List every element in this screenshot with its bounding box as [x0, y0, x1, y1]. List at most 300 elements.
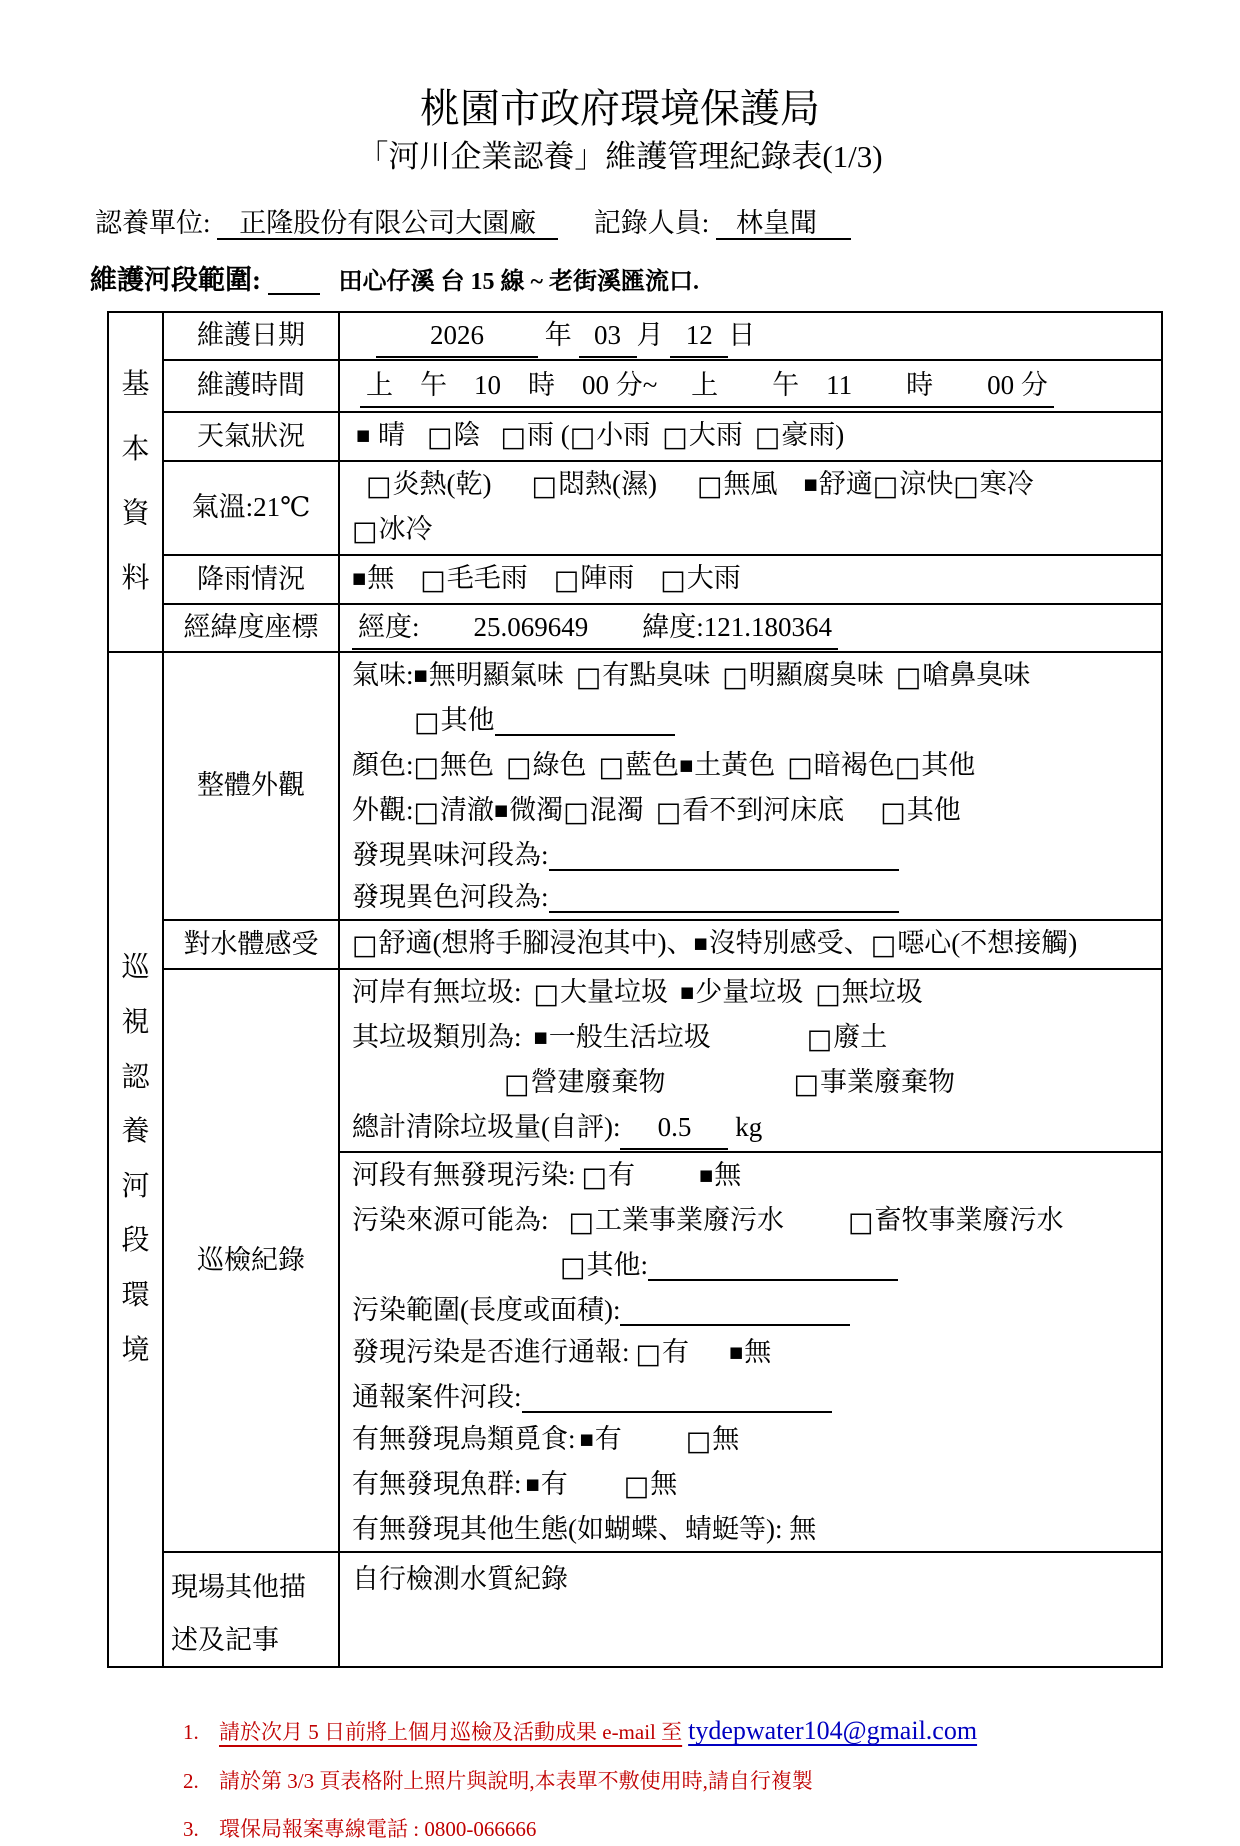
checkbox-unchecked-icon: □ [754, 422, 781, 454]
form-field-value[interactable]: 經度: 25.069649 緯度:121.180364 [352, 606, 838, 650]
option-label: 晴 [371, 420, 405, 451]
checkbox-unchecked-icon: □ [352, 930, 378, 962]
row-label: 維護時間 [164, 361, 340, 411]
field-label: 自行檢測水質紀錄 [352, 1564, 568, 1595]
field-label: 日 [728, 320, 756, 351]
checkbox-option[interactable] [636, 1331, 690, 1376]
option-label: 其他 [906, 795, 961, 826]
checkbox-unchecked-icon: □ [685, 1426, 712, 1458]
checkbox-checked-icon: ■ [352, 569, 367, 588]
checkbox-option[interactable] [807, 1016, 888, 1061]
checkbox-unchecked-icon: □ [848, 1207, 874, 1239]
checkbox-unchecked-icon: □ [894, 752, 921, 784]
option-label: 無風 [723, 469, 778, 500]
content-line [352, 1244, 1153, 1289]
field-label: 有無發現鳥類覓食: [352, 1424, 576, 1455]
checkbox-unchecked-icon: □ [366, 471, 392, 503]
checkbox-unchecked-icon: □ [413, 797, 440, 829]
field-label: 發現異味河段為: [352, 840, 549, 871]
option-label: 少量垃圾 [695, 977, 804, 1008]
field-label: 顏色: [352, 750, 414, 781]
row-content [340, 413, 1161, 460]
checkbox-option[interactable] [580, 1418, 622, 1460]
form-field-value[interactable]: 0.5 [620, 1106, 728, 1150]
group-label: 巡視認養河段環境 [121, 952, 150, 1366]
content-line [352, 1331, 1153, 1376]
option-label: 舒適 [818, 469, 873, 500]
checkbox-option[interactable] [895, 744, 976, 789]
option-label: 工業事業廢污水 [595, 1205, 785, 1236]
checkbox-unchecked-icon: □ [697, 471, 723, 503]
group-rows [164, 653, 1161, 1666]
row-label: 現場其他描述及記事 [164, 1553, 340, 1666]
row-content [340, 462, 1161, 554]
option-label: 豪雨 [781, 420, 836, 451]
option-label: 嗆鼻臭味 [922, 660, 1031, 691]
blank-field[interactable] [268, 266, 320, 295]
checkbox-option[interactable] [848, 1199, 1064, 1244]
note-item-3 [183, 1814, 1240, 1846]
checkbox-option[interactable] [697, 463, 778, 508]
checkbox-option[interactable] [787, 744, 895, 789]
field-label: 河岸有無垃圾: [352, 977, 522, 1008]
checkbox-unchecked-icon: □ [598, 752, 625, 784]
checkbox-option[interactable] [414, 699, 495, 744]
checkbox-unchecked-icon: □ [635, 1339, 662, 1371]
group-label: 基本資料 [121, 369, 150, 594]
checkbox-unchecked-icon: □ [500, 422, 526, 454]
checkbox-option[interactable] [560, 1244, 648, 1289]
field-label: ) [835, 420, 845, 451]
blank-field[interactable] [549, 842, 899, 871]
checkbox-checked-icon: ■ [680, 983, 695, 1002]
content-line [352, 463, 1153, 508]
checkbox-unchecked-icon: □ [660, 565, 686, 597]
checkbox-option[interactable] [599, 744, 680, 789]
checkbox-unchecked-icon: □ [623, 1471, 650, 1503]
row-label: 巡檢紀錄 [164, 970, 340, 1551]
option-label: 無垃圾 [841, 977, 923, 1008]
checkbox-option[interactable] [656, 789, 845, 834]
option-label: 有 [594, 1424, 622, 1455]
checkbox-option[interactable] [427, 414, 481, 459]
content-section [352, 921, 1153, 968]
content-line [352, 1289, 1153, 1331]
row-content [340, 970, 1161, 1551]
content-line [352, 557, 1153, 602]
option-label: 無 [367, 563, 395, 594]
river-range-value: 田心仔溪 台 15 線 ~ 老街溪匯流口. [338, 269, 699, 296]
form-field-value[interactable]: 2026 [376, 314, 538, 358]
checkbox-unchecked-icon: □ [553, 565, 580, 597]
checkbox-option[interactable] [694, 922, 844, 964]
content-line [352, 834, 1153, 876]
group-label-cell [109, 653, 164, 1666]
checkbox-option[interactable] [352, 557, 394, 599]
checkbox-checked-icon: ■ [679, 756, 694, 775]
field-label: 外觀: [352, 795, 414, 826]
page-subtitle: 「河川企業認養」維護管理紀錄表(1/3) [357, 139, 883, 174]
adopt-unit-field[interactable]: 正隆股份有限公司大園廠 [217, 208, 558, 240]
checkbox-unchecked-icon: □ [793, 1069, 820, 1101]
note-text: 請於第 3/3 頁表格附上照片與說明,本表單不敷使用時,請自行複製 [219, 1768, 813, 1793]
checkbox-option[interactable] [873, 463, 954, 508]
checkbox-unchecked-icon: □ [413, 752, 440, 784]
option-label: 無 [744, 1337, 772, 1368]
field-label: 污染來源可能為: [352, 1205, 549, 1236]
field-label: 有無發現其他生態(如蝴蝶、蜻蜓等): [352, 1514, 790, 1545]
field-label: ( [553, 420, 570, 451]
river-range-label: 維護河段範圍: [90, 265, 261, 296]
content-section [352, 363, 1153, 409]
content-line [352, 1061, 1161, 1106]
email-link[interactable]: tydepwater104@gmail.com [688, 1716, 978, 1746]
option-label: 有點臭味 [602, 660, 711, 691]
note-text: 環保局報案專線電話 : 0800-066666 [219, 1817, 537, 1842]
option-label: 有 [608, 1160, 636, 1191]
field-label: 發現污染是否進行通報: [352, 1337, 630, 1368]
checkbox-option[interactable] [532, 463, 658, 508]
row-content [340, 1553, 1161, 1666]
field-label: 污染範圍(長度或面積): [352, 1295, 621, 1326]
checkbox-option[interactable] [494, 789, 563, 831]
option-label: 炎熱(乾) [392, 469, 492, 500]
checkbox-option[interactable] [534, 971, 669, 1016]
footer-notes [183, 1716, 1240, 1846]
checkbox-unchecked-icon: □ [815, 979, 841, 1011]
table-row [164, 603, 1161, 651]
checkbox-unchecked-icon: □ [563, 797, 589, 829]
checkbox-checked-icon: ■ [699, 1166, 714, 1185]
checkbox-option[interactable] [356, 414, 405, 456]
checkbox-checked-icon: ■ [494, 801, 509, 820]
recorder-field[interactable]: 林皇聞 [716, 208, 851, 240]
checkbox-option[interactable] [624, 1463, 678, 1508]
option-label: 暗褐色 [813, 750, 895, 781]
field-value: 無 [789, 1514, 817, 1545]
table-row [164, 919, 1161, 968]
checkbox-unchecked-icon: □ [506, 752, 532, 784]
table-row [164, 1551, 1161, 1666]
option-label: 小雨 [596, 420, 651, 451]
field-label: 總計清除垃圾量(自評): [352, 1112, 621, 1143]
option-label: 明顯腐臭味 [748, 660, 884, 691]
option-label: 毛毛雨 [446, 563, 528, 594]
row-label: 氣溫:21℃ [164, 462, 340, 554]
row-label: 降雨情況 [164, 556, 340, 603]
checkbox-unchecked-icon: □ [872, 471, 899, 503]
option-label: 有 [662, 1337, 690, 1368]
table-row [164, 968, 1161, 1551]
content-line [352, 508, 1153, 553]
content-line [352, 414, 1153, 459]
row-content [340, 921, 1161, 968]
form-field-value[interactable]: 12 [670, 314, 728, 358]
checkbox-option[interactable] [755, 414, 836, 459]
blank-field[interactable] [522, 1384, 832, 1413]
table-group [109, 651, 1161, 1666]
checkbox-unchecked-icon: □ [504, 1069, 530, 1101]
note-number: 2. [183, 1768, 199, 1793]
checkbox-checked-icon: ■ [803, 475, 818, 494]
option-label: 大雨 [688, 420, 743, 451]
checkbox-unchecked-icon: □ [575, 662, 602, 694]
note-item-2 [183, 1766, 1240, 1798]
adopt-unit-label: 認養單位: [95, 208, 211, 239]
blank-field[interactable] [495, 707, 675, 736]
checkbox-unchecked-icon: □ [414, 707, 440, 739]
note-number: 3. [183, 1817, 199, 1842]
table-row [164, 359, 1161, 411]
option-label: 清澈 [440, 795, 495, 826]
checkbox-unchecked-icon: □ [870, 930, 897, 962]
option-label: 大雨 [686, 563, 741, 594]
checkbox-option[interactable] [563, 789, 644, 834]
content-line [352, 789, 1153, 834]
row-label: 經緯度座標 [164, 605, 340, 651]
option-label: 其他 [921, 750, 976, 781]
content-line [352, 1199, 1153, 1244]
checkbox-option[interactable] [414, 789, 495, 834]
checkbox-option[interactable] [420, 557, 528, 602]
checkbox-unchecked-icon: □ [806, 1024, 833, 1056]
header-line-river [90, 258, 1240, 297]
content-line [352, 1558, 1153, 1600]
checkbox-option[interactable] [366, 463, 492, 508]
content-line [352, 1508, 1153, 1550]
content-line [352, 699, 1153, 744]
row-label: 天氣狀況 [164, 413, 340, 460]
checkbox-unchecked-icon: □ [662, 422, 688, 454]
checkbox-checked-icon: ■ [533, 1028, 548, 1047]
option-label: 混濁 [589, 795, 644, 826]
option-label: 一般生活垃圾 [548, 1022, 711, 1053]
checkbox-checked-icon: ■ [356, 426, 371, 445]
record-form-table [107, 311, 1163, 1668]
content-line [352, 1154, 1153, 1199]
checkbox-option[interactable] [660, 557, 741, 602]
content-section [352, 413, 1153, 460]
row-content [340, 605, 1161, 651]
option-label: 寒冷 [979, 469, 1034, 500]
field-label: 、 [666, 928, 694, 959]
option-label: 無明顯氣味 [428, 660, 564, 691]
content-line [352, 1418, 1153, 1463]
checkbox-unchecked-icon: □ [581, 1162, 608, 1194]
checkbox-option[interactable] [569, 1199, 785, 1244]
checkbox-option[interactable] [794, 1061, 956, 1106]
page-title: 桃園市政府環境保護局 [420, 86, 820, 131]
field-label: 有無發現魚群: [352, 1469, 522, 1500]
note-item-1 [183, 1716, 1240, 1749]
option-label: 冰冷 [378, 514, 433, 545]
option-label: 無 [712, 1424, 740, 1455]
content-section [352, 1153, 1153, 1551]
option-label: 悶熱(濕) [558, 469, 657, 500]
checkbox-option[interactable] [506, 744, 587, 789]
content-line [352, 1016, 1161, 1061]
content-section [352, 1557, 1153, 1601]
checkbox-option[interactable] [414, 744, 495, 789]
checkbox-option[interactable] [871, 922, 1078, 967]
option-label: 其他 [440, 705, 495, 736]
checkbox-option[interactable] [534, 1016, 711, 1058]
checkbox-option[interactable] [896, 654, 1031, 699]
checkbox-option[interactable] [662, 414, 743, 459]
field-label: kg [728, 1112, 763, 1143]
checkbox-option[interactable] [414, 654, 564, 696]
checkbox-unchecked-icon: □ [531, 471, 558, 503]
checkbox-option[interactable] [554, 557, 635, 602]
option-label: 無 [650, 1469, 678, 1500]
table-row [164, 313, 1161, 359]
checkbox-option[interactable] [570, 414, 651, 459]
field-label: 河段有無發現污染: [352, 1160, 576, 1191]
checkbox-option[interactable] [504, 1061, 666, 1106]
row-content [340, 653, 1161, 919]
content-section [340, 970, 1161, 1153]
recorder-label: 記錄人員: [593, 208, 710, 239]
checkbox-option[interactable] [526, 1463, 568, 1505]
option-label: 畜牧事業廢污水 [874, 1205, 1064, 1236]
option-label: 土黃色 [694, 750, 776, 781]
field-label: 月 [636, 320, 671, 351]
content-line [352, 876, 1153, 918]
row-label: 維護日期 [164, 313, 340, 359]
form-field-value[interactable]: 03 [579, 314, 637, 358]
checkbox-unchecked-icon: □ [880, 797, 906, 829]
checkbox-unchecked-icon: □ [953, 471, 979, 503]
option-label: 綠色 [532, 750, 587, 781]
checkbox-unchecked-icon: □ [533, 979, 560, 1011]
option-label: 其他: [586, 1250, 649, 1281]
checkbox-unchecked-icon: □ [655, 797, 682, 829]
content-line [352, 971, 1161, 1016]
content-section [352, 605, 1153, 651]
field-label: 其垃圾類別為: [352, 1022, 522, 1053]
blank-field[interactable] [549, 884, 899, 913]
checkbox-unchecked-icon: □ [560, 1252, 586, 1284]
content-line [352, 922, 1153, 967]
checkbox-option[interactable] [679, 744, 775, 786]
option-label: 涼快 [899, 469, 954, 500]
checkbox-unchecked-icon: □ [787, 752, 813, 784]
checkbox-option[interactable] [880, 789, 961, 834]
row-label: 對水體感受 [164, 921, 340, 968]
option-label: 噁心(不想接觸) [897, 928, 1078, 959]
option-label: 大量垃圾 [560, 977, 669, 1008]
group-rows [164, 313, 1161, 651]
option-label: 無色 [440, 750, 495, 781]
form-field-value[interactable]: 上 午 10 時 00 分~ 上 午 11 時 00 分 [360, 364, 1054, 408]
option-label: 事業廢棄物 [820, 1067, 956, 1098]
table-row [164, 411, 1161, 460]
option-label: 陣雨 [580, 563, 635, 594]
header-line-unit [95, 201, 1240, 240]
option-label: 舒適(想將手腳浸泡其中) [378, 928, 667, 959]
option-label: 無 [714, 1160, 742, 1191]
table-row [164, 460, 1161, 554]
table-row [164, 554, 1161, 603]
content-section [352, 556, 1153, 603]
field-label: 氣味: [352, 660, 414, 691]
row-content [340, 313, 1161, 359]
option-label: 有 [540, 1469, 568, 1500]
option-label: 藍色 [625, 750, 680, 781]
group-label-cell [109, 313, 164, 651]
checkbox-checked-icon: ■ [579, 1430, 594, 1449]
content-section [352, 462, 1153, 554]
table-row [164, 653, 1161, 919]
checkbox-option[interactable] [680, 971, 803, 1013]
note-number: 1. [183, 1720, 199, 1745]
checkbox-option[interactable] [953, 463, 1034, 508]
checkbox-option[interactable] [722, 654, 884, 699]
row-content [340, 361, 1161, 411]
content-line [352, 314, 1153, 358]
note-text: 請於次月 5 日前將上個月巡檢及活動成果 e-mail 至 [219, 1720, 683, 1745]
option-label: 沒特別感受 [708, 928, 844, 959]
checkbox-unchecked-icon: □ [568, 1207, 595, 1239]
field-label: 通報案件河段: [352, 1382, 522, 1413]
checkbox-option[interactable] [686, 1418, 740, 1463]
option-label: 陰 [453, 420, 481, 451]
content-section [352, 653, 1153, 919]
field-label: 、 [843, 928, 871, 959]
checkbox-unchecked-icon: □ [420, 565, 446, 597]
checkbox-checked-icon: ■ [729, 1343, 744, 1362]
content-line [352, 1376, 1153, 1418]
checkbox-option[interactable] [699, 1154, 741, 1196]
checkbox-option[interactable] [815, 971, 923, 1016]
checkbox-option[interactable] [352, 508, 433, 553]
content-line [352, 654, 1153, 699]
checkbox-option[interactable] [576, 654, 711, 699]
row-label: 整體外觀 [164, 653, 340, 919]
checkbox-option[interactable] [729, 1331, 771, 1373]
checkbox-checked-icon: ■ [693, 934, 708, 953]
content-line [352, 744, 1153, 789]
checkbox-option[interactable] [582, 1154, 636, 1199]
field-label: 年 [538, 320, 579, 351]
table-group [109, 313, 1161, 651]
checkbox-option[interactable] [500, 414, 554, 459]
checkbox-option[interactable] [804, 463, 873, 505]
content-line [352, 606, 1153, 650]
field-label: 發現異色河段為: [352, 882, 549, 913]
checkbox-unchecked-icon: □ [352, 516, 378, 548]
checkbox-option[interactable] [352, 922, 667, 967]
option-label: 雨 [526, 420, 554, 451]
checkbox-unchecked-icon: □ [722, 662, 748, 694]
checkbox-unchecked-icon: □ [426, 422, 453, 454]
content-line [352, 1106, 1161, 1150]
content-line [352, 1463, 1153, 1508]
content-line [352, 364, 1153, 408]
checkbox-unchecked-icon: □ [569, 422, 596, 454]
option-label: 廢土 [833, 1022, 888, 1053]
checkbox-checked-icon: ■ [525, 1475, 540, 1494]
row-content [340, 556, 1161, 603]
blank-field[interactable] [620, 1297, 850, 1326]
checkbox-unchecked-icon: □ [895, 662, 922, 694]
content-section [352, 313, 1153, 359]
option-label: 營建廢棄物 [530, 1067, 666, 1098]
checkbox-checked-icon: ■ [413, 666, 428, 685]
option-label: 微濁 [509, 795, 564, 826]
blank-field[interactable] [648, 1252, 898, 1281]
option-label: 看不到河床底 [682, 795, 845, 826]
